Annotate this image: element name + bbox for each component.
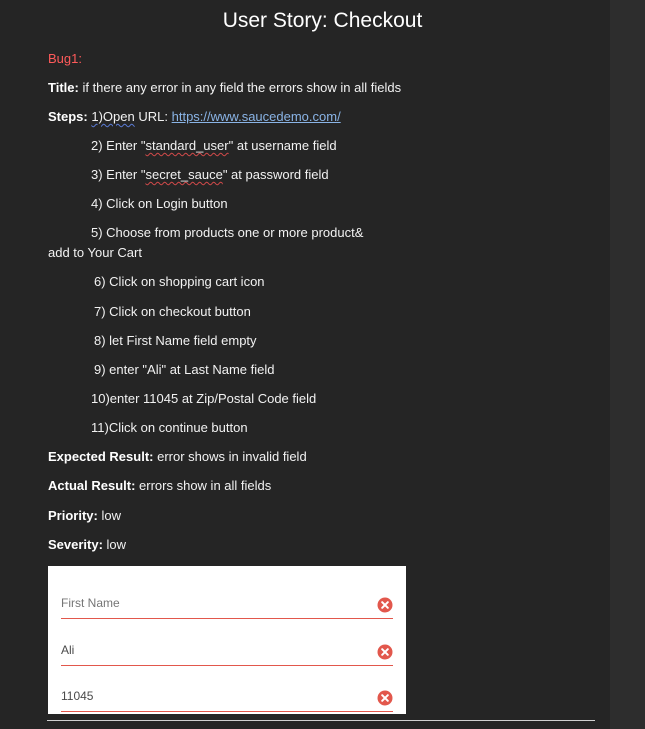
actual-result-text: errors show in all fields — [139, 478, 272, 493]
actual-result-label: Actual Result: — [48, 478, 136, 493]
step-11: 11)Click on continue button — [91, 420, 248, 435]
expected-result-label: Expected Result: — [48, 449, 154, 464]
zip-code-field — [61, 683, 393, 712]
first-name-placeholder: First Name — [61, 596, 120, 610]
actual-result — [48, 478, 271, 494]
first-name-field — [61, 590, 393, 619]
step-3 — [91, 167, 329, 183]
expected-result-text: error shows in invalid field — [157, 449, 307, 464]
bug-title-line — [48, 80, 401, 96]
step-2-username: standard_user — [145, 138, 229, 153]
step-1-url-label: URL: — [138, 109, 168, 124]
expected-result — [48, 449, 307, 465]
steps-label: Steps: — [48, 109, 88, 124]
step-1-number: 1)Open — [91, 109, 135, 124]
bug-label: Bug1: — [48, 51, 82, 66]
page-margin — [610, 0, 645, 729]
step-5b: add to Your Cart — [48, 245, 142, 260]
priority-label: Priority: — [48, 508, 98, 523]
severity-value: low — [106, 537, 127, 552]
step-7: 7) Click on checkout button — [94, 304, 251, 319]
priority-value: low — [101, 508, 121, 523]
error-icon — [377, 597, 393, 613]
page-title: User Story: Checkout — [222, 9, 423, 32]
step-4: 4) Click on Login button — [91, 196, 228, 211]
error-icon — [377, 690, 393, 706]
severity-label: Severity: — [48, 537, 103, 552]
step-3-suffix: " at password field — [222, 167, 329, 182]
step-2-suffix: " at username field — [228, 138, 337, 153]
step-9: 9) enter "Ali" at Last Name field — [94, 362, 275, 377]
step-3-password: secret_sauce — [145, 167, 223, 182]
divider-line — [47, 720, 595, 721]
saucedemo-link[interactable]: https://www.saucedemo.com/ — [171, 109, 341, 124]
bug-title-text: if there any error in any field the errors show in all fields — [82, 80, 402, 95]
step-2-prefix: 2) Enter " — [91, 138, 146, 153]
step-1 — [48, 109, 341, 125]
bug-title-label: Title: — [48, 80, 79, 95]
last-name-value: Ali — [61, 643, 75, 657]
zip-code-value: 11045 — [61, 689, 94, 703]
last-name-field — [61, 637, 393, 666]
priority — [48, 508, 121, 524]
step-10: 10)enter 11045 at Zip/Postal Code field — [91, 391, 317, 406]
step-6: 6) Click on shopping cart icon — [94, 274, 265, 289]
step-5a: 5) Choose from products one or more product& — [91, 225, 364, 240]
error-icon — [377, 644, 393, 660]
step-2 — [91, 138, 337, 154]
step-8: 8) let First Name field empty — [94, 333, 257, 348]
checkout-form-screenshot — [48, 566, 406, 714]
severity — [48, 537, 126, 553]
step-3-prefix: 3) Enter " — [91, 167, 146, 182]
